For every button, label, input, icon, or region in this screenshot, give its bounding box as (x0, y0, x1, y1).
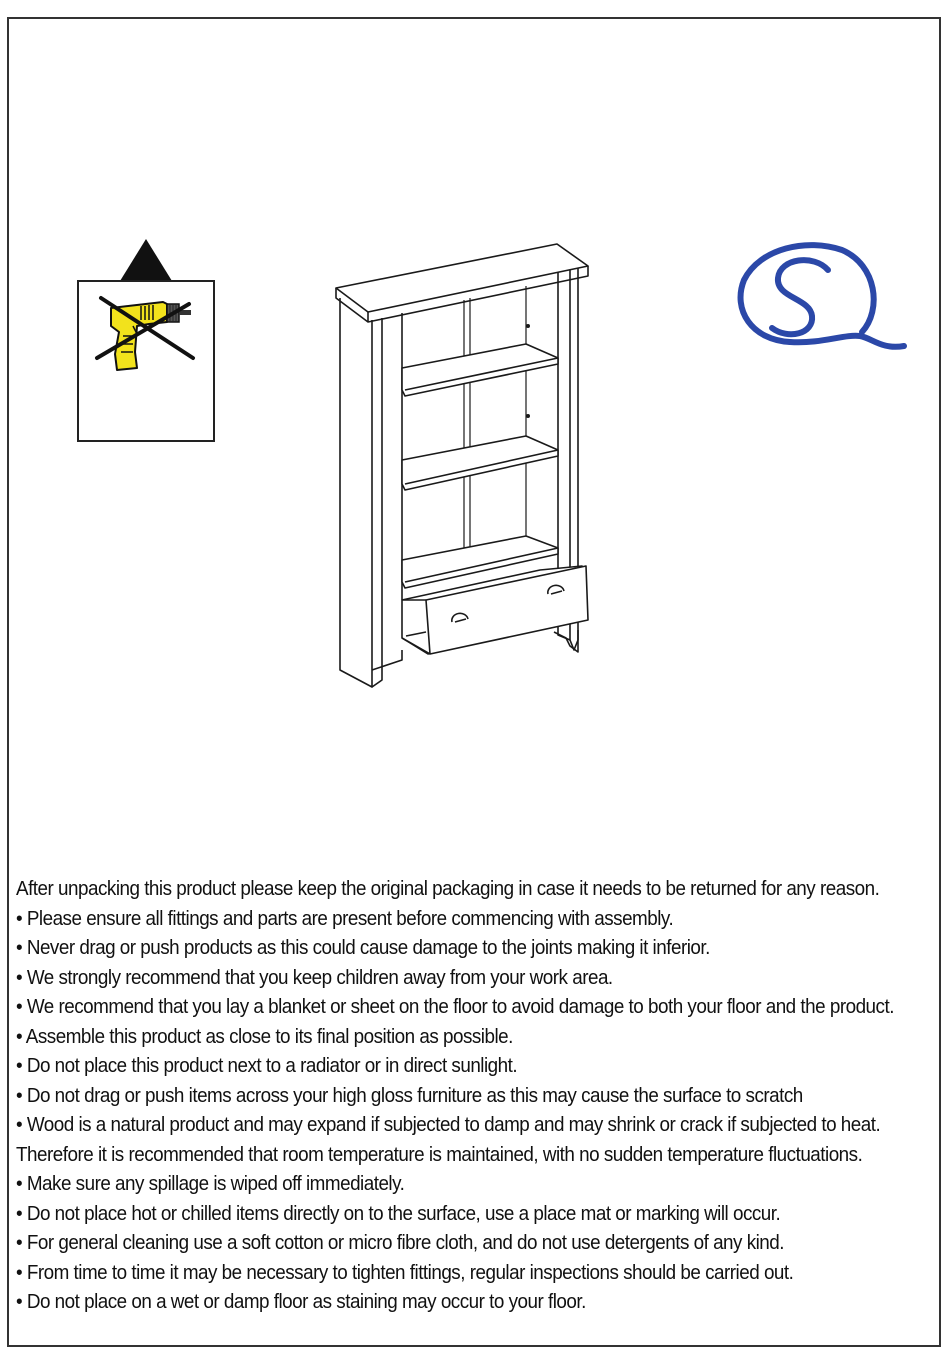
instruction-item: • Make sure any spillage is wiped off immediately. (16, 1172, 405, 1195)
no-power-drill-icon (93, 292, 199, 374)
instruction-item: • We recommend that you lay a blanket or sheet on the floor to avoid damage to both your floor and the product. (16, 995, 894, 1018)
instruction-item: • Assemble this product as close to its final position as possible. (16, 1024, 513, 1048)
instruction-item: • Do not place this product next to a radiator or in direct sunlight. (16, 1054, 518, 1077)
instruction-item: • From time to time it may be necessary to tighten fittings, regular inspections should be carried out. (16, 1260, 794, 1284)
no-power-tools-warning (77, 238, 215, 442)
instruction-item: • For general cleaning use a soft cotton or micro fibre cloth, and do not use detergents of any kind. (16, 1231, 784, 1254)
instruction-item: • Wood is a natural product and may expand if subjected to damp and may shrink or crack if subjected to heat. (16, 1113, 881, 1136)
sq-logo-icon (732, 240, 912, 365)
instruction-continuation: Therefore it is recommended that room temperature is maintained, with no sudden temperature fluctuations. (16, 1142, 863, 1166)
instruction-item: • Do not place on a wet or damp floor as staining may occur to your floor. (16, 1290, 586, 1313)
instruction-item: • We strongly recommend that you keep children away from your work area. (16, 965, 613, 989)
warning-triangle-icon (119, 238, 173, 282)
instruction-item: • Do not drag or push items across your high gloss furniture as this may cause the surface to scratch (16, 1083, 803, 1107)
care-instructions (16, 874, 894, 1317)
intro-note: After unpacking this product please keep the original packaging in case it needs to be returned for any reason. (16, 877, 880, 900)
warning-box (77, 280, 215, 442)
instruction-item: • Please ensure all fittings and parts are present before commencing with assembly. (16, 906, 674, 930)
instruction-item: • Do not place hot or chilled items directly on to the surface, use a place mat or marking will occur. (16, 1201, 781, 1225)
bookcase-illustration (330, 240, 600, 695)
instruction-item: • Never drag or push products as this could cause damage to the joints making it inferior. (16, 936, 710, 959)
